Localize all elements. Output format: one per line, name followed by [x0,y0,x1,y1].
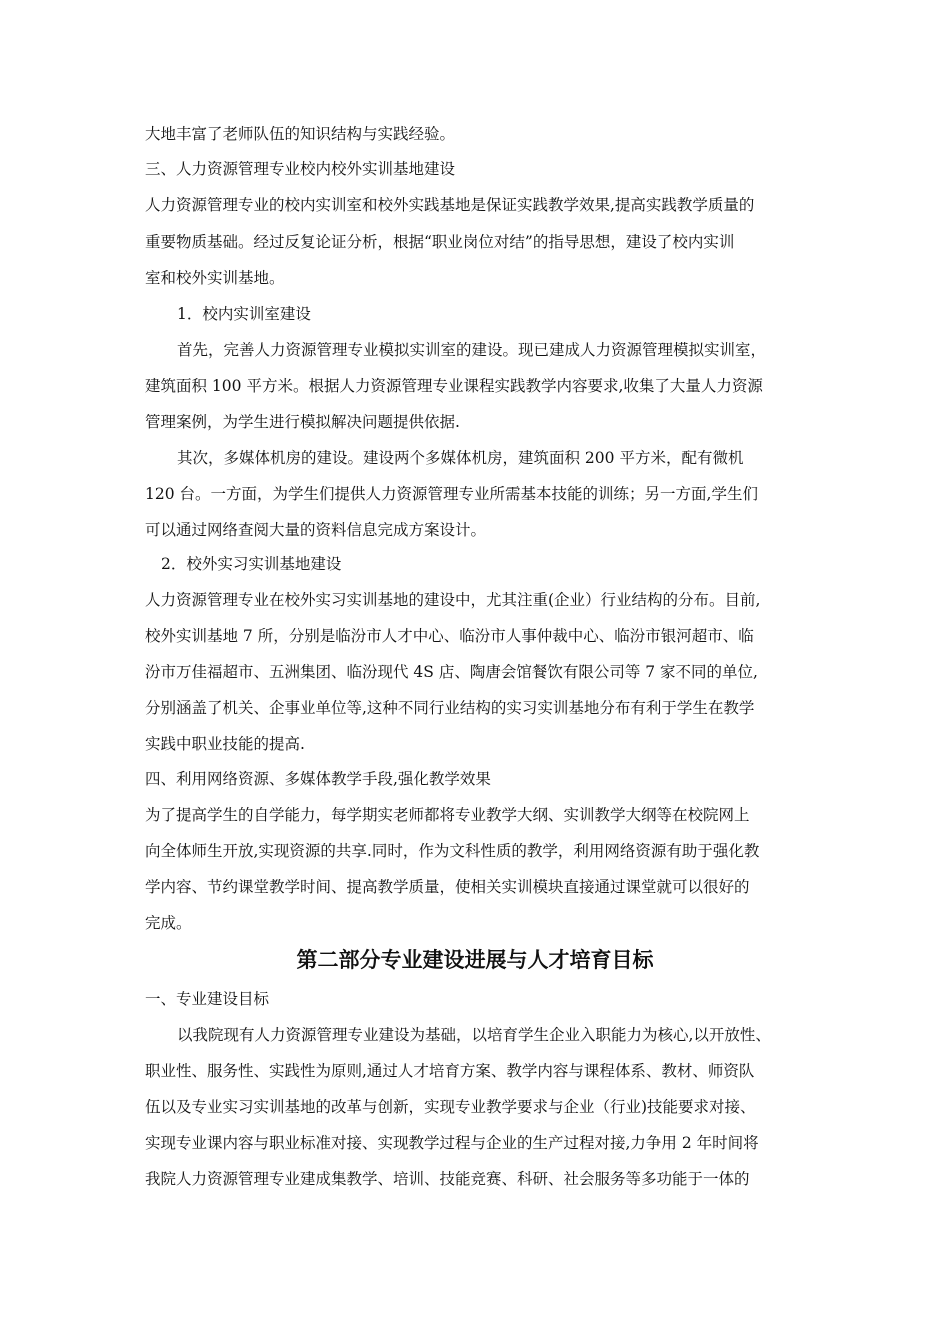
paragraph-line: 我院人力资源管理专业建成集教学、培训、技能竞赛、科研、社会服务等多功能于一体的 [145,1170,750,1188]
paragraph-line: 校外实训基地 7 所，分别是临汾市人才中心、临汾市人事仲裁中心、临汾市银河超市、临 [145,627,754,645]
paragraph-line: 人力资源管理专业的校内实训室和校外实践基地是保证实践教学效果,提高实践教学质量的 [145,196,755,214]
paragraph-line: 首先，完善人力资源管理专业模拟实训室的建设。现已建成人力资源管理模拟实训室， [177,341,767,359]
paragraph-line: 重要物质基础。经过反复论证分析，根据“职业岗位对结”的指导思想，建设了校内实训 [145,233,735,251]
paragraph-line: 伍以及专业实习实训基地的改革与创新，实现专业教学要求与企业（行业)技能要求对接、 [145,1098,756,1116]
paragraph-line: 向全体师生开放,实现资源的共享.同时，作为文科性质的教学，利用网络资源有助于强化教 [145,842,760,860]
paragraph-line: 学内容、节约课堂教学时间、提高教学质量，使相关实训模块直接通过课堂就可以很好的 [145,878,750,896]
paragraph-line: 大地丰富了老师队伍的知识结构与实践经验。 [145,125,456,143]
section-heading: 一、专业建设目标 [145,990,270,1008]
paragraph-line: 以我院现有人力资源管理专业建设为基础，以培育学生企业入职能力为核心,以开放性、 [177,1026,771,1044]
subsection-heading: 1．校内实训室建设 [177,305,311,323]
paragraph-line: 室和校外实训基地。 [145,269,285,287]
paragraph-line: 120 台。一方面，为学生们提供人力资源管理专业所需基本技能的训练；另一方面,学生们 [145,485,758,503]
paragraph-line: 汾市万佳福超市、五洲集团、临汾现代 4S 店、陶唐会馆餐饮有限公司等 7 家不同的单位, [145,663,758,681]
paragraph-line: 人力资源管理专业在校外实习实训基地的建设中，尤其注重(企业）行业结构的分布。目前, [145,591,761,609]
paragraph-line: 建筑面积 100 平方米。根据人力资源管理专业课程实践教学内容要求,收集了大量人力资源 [145,377,763,395]
part-title: 第二部分专业建设进展与人才培育目标 [296,948,654,972]
paragraph-line: 可以通过网络查阅大量的资料信息完成方案设计。 [145,521,487,539]
section-heading: 四、利用网络资源、多媒体教学手段,强化教学效果 [145,770,491,788]
paragraph-line: 职业性、服务性、实践性为原则,通过人才培育方案、教学内容与课程体系、教材、师资队 [145,1062,755,1080]
paragraph-line: 为了提高学生的自学能力，每学期实老师都将专业教学大纲、实训教学大纲等在校院网上 [145,806,750,824]
paragraph-line: 其次，多媒体机房的建设。建设两个多媒体机房，建筑面积 200 平方米，配有微机 [177,449,744,467]
section-heading: 三、人力资源管理专业校内校外实训基地建设 [145,160,456,178]
paragraph-line: 实践中职业技能的提高. [145,735,305,753]
paragraph-line: 分别涵盖了机关、企事业单位等,这种不同行业结构的实习实训基地分布有利于学生在教学 [145,699,755,717]
paragraph-line: 完成。 [145,914,192,932]
subsection-heading: 2．校外实习实训基地建设 [161,555,342,573]
paragraph-line: 管理案例，为学生进行模拟解决问题提供依据. [145,413,460,431]
paragraph-line: 实现专业课内容与职业标准对接、实现教学过程与企业的生产过程对接,力争用 2 年时间将 [145,1134,759,1152]
